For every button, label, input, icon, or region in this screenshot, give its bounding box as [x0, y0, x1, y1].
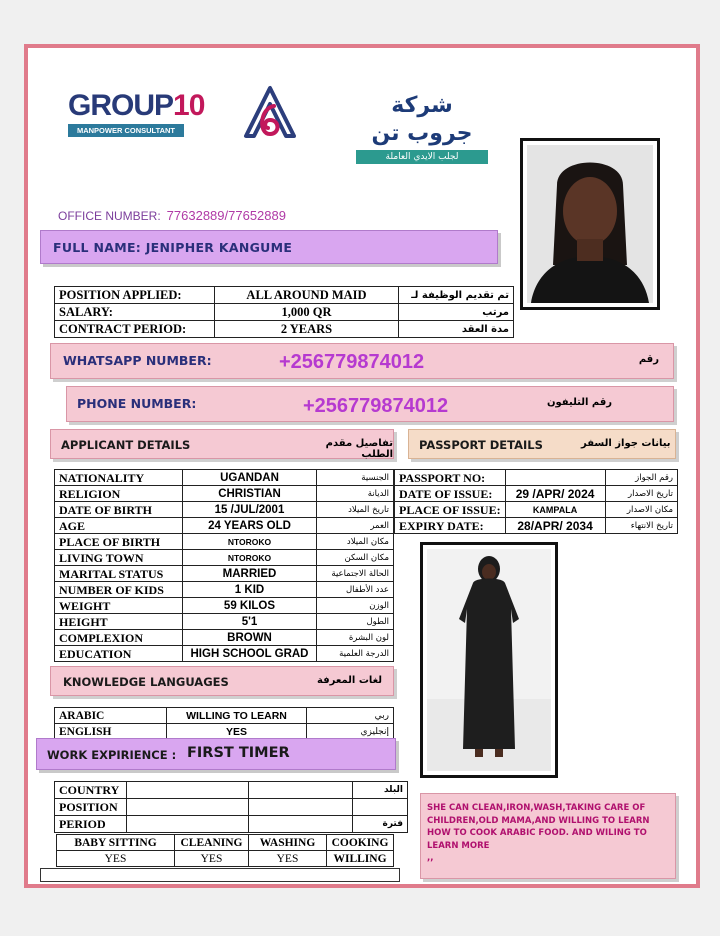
table-row: [55, 304, 514, 321]
weight-label-ar: الوزن: [317, 598, 394, 614]
skill-value-cooking: WILLING: [327, 851, 394, 867]
marital-status-value: MARRIED: [183, 566, 317, 582]
religion-value: CHRISTIAN: [183, 486, 317, 502]
skill-value-baby-sitting: YES: [57, 851, 175, 867]
remarks-note: [420, 793, 676, 879]
religion-label: RELIGION: [55, 486, 183, 502]
emblem-icon: [240, 84, 300, 142]
dob-label: DATE OF BIRTH: [55, 502, 183, 518]
education-label-ar: الدرجة العلمية: [317, 646, 394, 662]
period-label-ar: فترة: [353, 816, 408, 833]
phone-label-ar: رقم التليفون: [547, 397, 613, 408]
languages-table: [54, 707, 394, 740]
position-exp-label-ar: [353, 799, 408, 816]
table-row: [395, 502, 678, 518]
table-row: [55, 630, 394, 646]
weight-label: WEIGHT: [55, 598, 183, 614]
passport-details-banner: [408, 429, 676, 459]
table-row: [55, 582, 394, 598]
applicant-details-banner: [50, 429, 394, 459]
age-label-ar: العمر: [317, 518, 394, 534]
skills-table: [56, 834, 394, 867]
table-row: [55, 799, 408, 816]
living-town-label: LIVING TOWN: [55, 550, 183, 566]
whatsapp-banner: [50, 343, 674, 379]
date-of-issue-value: 29 /APR/ 2024: [505, 486, 605, 502]
full-body-photo: [420, 542, 558, 778]
english-value: YES: [167, 724, 307, 740]
date-of-issue-label-ar: تاريخ الاصدار: [605, 486, 677, 502]
logo-subtitle: MANPOWER CONSULTANT: [68, 124, 184, 137]
education-label: EDUCATION: [55, 646, 183, 662]
arabic-label: ARABIC: [55, 708, 167, 724]
place-of-birth-label-ar: مكان الميلاد: [317, 534, 394, 550]
whatsapp-number: +256779874012: [279, 351, 425, 373]
complexion-label: COMPLEXION: [55, 630, 183, 646]
place-of-issue-label-ar: مكان الاصدار: [605, 502, 677, 518]
applicant-details-label: APPLICANT DETAILS: [61, 438, 191, 452]
remarks-tail: ,,: [427, 853, 434, 863]
nationality-label: NATIONALITY: [55, 470, 183, 486]
table-row: [55, 782, 408, 799]
place-of-issue-value: KAMPALA: [505, 502, 605, 518]
passport-no-value: [505, 470, 605, 486]
nationality-label-ar: الجنسية: [317, 470, 394, 486]
country-label: COUNTRY: [55, 782, 127, 799]
phone-number: +256779874012: [303, 395, 449, 417]
arabic-label-ar: ربي: [307, 708, 394, 724]
remarks-text: SHE CAN CLEAN,IRON,WASH,TAKING CARE OF CHILDREN,OLD MAMA,AND WILLING TO LEARN HOW TO COOK ARABIC FOOD. AND WILING TO LEARN MORE: [427, 803, 650, 851]
expiry-date-value: 28/APR/ 2034: [505, 518, 605, 534]
work-experience-value: FIRST TIMER: [187, 745, 290, 761]
logo-main-text: GROUP: [68, 89, 174, 122]
table-row: [55, 534, 394, 550]
place-of-birth-label: PLACE OF BIRTH: [55, 534, 183, 550]
age-value: 24 YEARS OLD: [183, 518, 317, 534]
table-row: [55, 486, 394, 502]
work-experience-label: WORK EXPIRIENCE :: [47, 748, 177, 762]
contract-value: 2 YEARS: [215, 321, 399, 338]
applicant-table: [54, 469, 394, 662]
height-label-ar: الطول: [317, 614, 394, 630]
table-row: [55, 287, 514, 304]
kids-value: 1 KID: [183, 582, 317, 598]
kids-label: NUMBER OF KIDS: [55, 582, 183, 598]
empty-field: [40, 868, 400, 882]
table-row: [55, 614, 394, 630]
position-value: ALL AROUND MAID: [215, 287, 399, 304]
living-town-value: NTOROKO: [183, 550, 317, 566]
table-row: [55, 598, 394, 614]
contract-label-ar: مدة العقد: [399, 321, 514, 338]
table-row: [57, 851, 394, 867]
applicant-details-label-ar: تفاصيل مقدم الطلب: [325, 438, 393, 460]
kids-label-ar: عدد الأطفال: [317, 582, 394, 598]
period-label: PERIOD: [55, 816, 127, 833]
job-table: [54, 286, 514, 338]
complexion-value: BROWN: [183, 630, 317, 646]
table-row: [55, 566, 394, 582]
portrait-photo: [520, 138, 660, 310]
expiry-date-label-ar: تاريخ الانتهاء: [605, 518, 677, 534]
table-row: [55, 518, 394, 534]
table-row: [55, 470, 394, 486]
marital-status-label: MARITAL STATUS: [55, 566, 183, 582]
table-row: [395, 518, 678, 534]
dob-value: 15 /JUL/2001: [183, 502, 317, 518]
whatsapp-label-ar: رقم: [638, 354, 659, 365]
salary-value: 1,000 QR: [215, 304, 399, 321]
arabic-logo-text: شركة جروب تن: [371, 93, 473, 146]
living-town-label-ar: مكان السكن: [317, 550, 394, 566]
work-experience-banner: [36, 738, 396, 770]
office-label: OFFICE NUMBER:: [58, 209, 161, 223]
knowledge-languages-label-ar: لغات المعرفة: [317, 675, 383, 686]
logo-number-text: 10: [173, 89, 205, 122]
phone-banner: [66, 386, 674, 422]
religion-label-ar: الديانة: [317, 486, 394, 502]
knowledge-languages-label: KNOWLEDGE LANGUAGES: [63, 675, 229, 689]
passport-table: [394, 469, 678, 534]
table-row: [55, 646, 394, 662]
table-row: [55, 550, 394, 566]
knowledge-languages-banner: [50, 666, 394, 696]
english-label-ar: إنجليزي: [307, 724, 394, 740]
skill-header-baby-sitting: BABY SITTING: [57, 835, 175, 851]
office-number: [58, 208, 286, 223]
age-label: AGE: [55, 518, 183, 534]
dob-label-ar: تاريخ الميلاد: [317, 502, 394, 518]
phone-label: PHONE NUMBER:: [77, 396, 197, 411]
skill-header-cooking: COOKING: [327, 835, 394, 851]
table-row: [57, 835, 394, 851]
table-row: [395, 470, 678, 486]
height-label: HEIGHT: [55, 614, 183, 630]
salary-label-ar: مرتب: [399, 304, 514, 321]
education-value: HIGH SCHOOL GRAD: [183, 646, 317, 662]
table-row: [55, 816, 408, 833]
table-row: [55, 502, 394, 518]
place-of-issue-label: PLACE OF ISSUE:: [395, 502, 506, 518]
table-row: [395, 486, 678, 502]
skill-value-washing: YES: [249, 851, 327, 867]
height-value: 5'1: [183, 614, 317, 630]
passport-no-label-ar: رقم الجواز: [605, 470, 677, 486]
weight-value: 59 KILOS: [183, 598, 317, 614]
arabic-logo: [356, 92, 488, 164]
place-of-birth-value: NTOROKO: [183, 534, 317, 550]
complexion-label-ar: لون البشرة: [317, 630, 394, 646]
country-label-ar: البلد: [353, 782, 408, 799]
expiry-date-label: EXPIRY DATE:: [395, 518, 506, 534]
salary-label: SALARY:: [55, 304, 215, 321]
position-label: POSITION APPLIED:: [55, 287, 215, 304]
table-row: [55, 321, 514, 338]
passport-no-label: PASSPORT NO:: [395, 470, 506, 486]
experience-table: [54, 781, 408, 833]
arabic-logo-subtitle: لجلب الايدي العاملة: [356, 150, 488, 164]
passport-details-label: PASSPORT DETAILS: [419, 438, 543, 452]
english-label: ENGLISH: [55, 724, 167, 740]
arabic-value: WILLING TO LEARN: [167, 708, 307, 724]
table-row: [55, 708, 394, 724]
skill-header-washing: WASHING: [249, 835, 327, 851]
marital-status-label-ar: الحالة الاجتماعية: [317, 566, 394, 582]
contract-label: CONTRACT PERIOD:: [55, 321, 215, 338]
passport-details-label-ar: بيانات جواز السفر: [581, 438, 671, 449]
skill-header-cleaning: CLEANING: [175, 835, 249, 851]
whatsapp-label: WHATSAPP NUMBER:: [63, 353, 212, 368]
date-of-issue-label: DATE OF ISSUE:: [395, 486, 506, 502]
nationality-value: UGANDAN: [183, 470, 317, 486]
full-name-banner: FULL NAME: JENIPHER KANGUME: [40, 230, 498, 264]
cv-sheet: [24, 44, 700, 888]
position-label-ar: تم تقديم الوظيفة لـ: [399, 287, 514, 304]
position-exp-label: POSITION: [55, 799, 127, 816]
skill-value-cleaning: YES: [175, 851, 249, 867]
office-number-value: 77632889/77652889: [166, 208, 286, 223]
group10-logo: [68, 89, 205, 137]
